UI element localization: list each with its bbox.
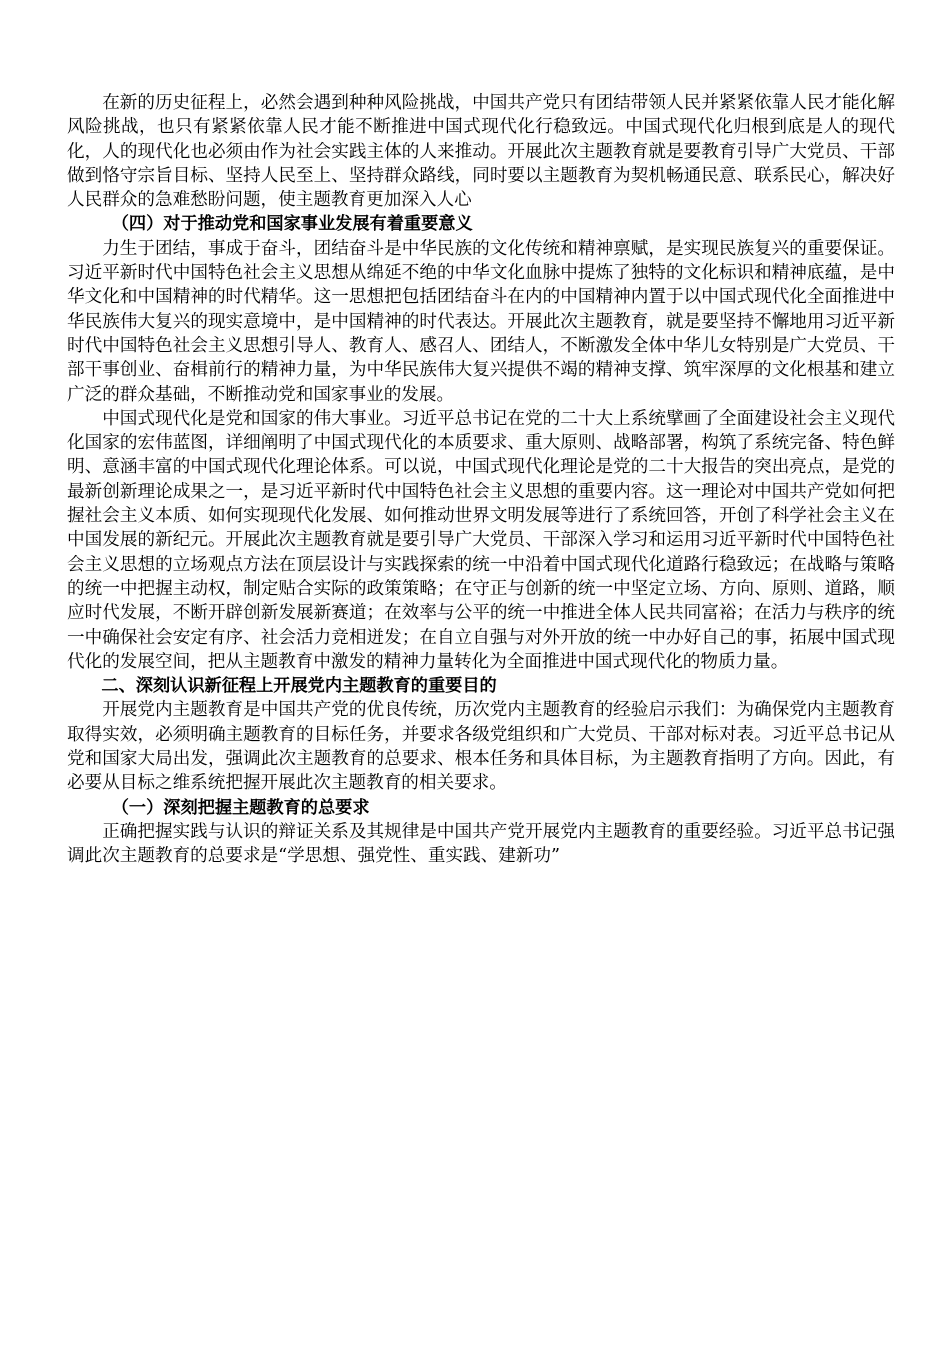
paragraph-party-tradition: 开展党内主题教育是中国共产党的优良传统，历次党内主题教育的经验启示我们：为确保党内主题教育取得实效，必须明确主题教育的目标任务，并要求各级党组织和广大党员、干部对标对表。习近平总书记从党和国家大局出发，强调此次主题教育的总要求、根本任务和具体目标，为主题教育指明了方向。因此，有必要从目标之维系统把握开展此次主题教育的相关要求。 bbox=[67, 700, 895, 794]
chapter-heading-purpose: 二、深刻认识新征程上开展党内主题教育的重要目的 bbox=[101, 676, 497, 697]
paragraph-people-centered: 在新的历史征程上，必然会遇到种种风险挑战，中国共产党只有团结带领人民并紧紧依靠人民才能化解风险挑战，也只有紧紧依靠人民才能不断推进中国式现代化行稳致远。中国式现代化归根到底是人的现代化，人的现代化也必须由作为社会实践主体的人来推动。开展此次主题教育就是要教育引导广大党员、干部做到恪守宗旨目标、坚持人民至上、坚持群众路线，同时要以主题教育为契机畅通民意、联系民心，解决好人民群众的急难愁盼问题，使主题教育更加深入人心 bbox=[67, 93, 895, 211]
section-heading-general-requirements: （一）深刻把握主题教育的总要求 bbox=[111, 797, 370, 818]
document-page bbox=[67, 91, 895, 869]
paragraph-chinese-modernization: 中国式现代化是党和国家的伟大事业。习近平总书记在党的二十大上系统擘画了全面建设社会主义现代化国家的宏伟蓝图，详细阐明了中国式现代化的本质要求、重大原则、战略部署，构筑了系统完备、特色鲜明、意涵丰富的中国式现代化理论体系。可以说，中国式现代化理论是党的二十大报告的突出亮点，是党的最新创新理论成果之一，是习近平新时代中国特色社会主义思想的重要内容。这一理论对中国共产党如何把握社会主义本质、如何实现现代化发展、如何推动世界文明发展等进行了系统回答，开创了科学社会主义在中国发展的新纪元。开展此次主题教育就是要引导广大党员、干部深入学习和运用习近平新时代中国特色社会主义思想的立场观点方法在顶层设计与实践探索的统一中沿着中国式现代化道路行稳致远；在战略与策略的统一中把握主动权，制定贴合实际的政策策略；在守正与创新的统一中坚定立场、方向、原则、道路，顺应时代发展，不断开辟创新发展新赛道；在效率与公平的统一中推进全体人民共同富裕；在活力与秩序的统一中确保社会安定有序、社会活力竞相迸发；在自立自强与对外开放的统一中办好自己的事，拓展中国式现代化的发展空间，把从主题教育中激发的精神力量转化为全面推进中国式现代化的物质力量。 bbox=[67, 408, 895, 672]
paragraph-unity-struggle: 力生于团结，事成于奋斗，团结奋斗是中华民族的文化传统和精神禀赋，是实现民族复兴的重要保证。习近平新时代中国特色社会主义思想从绵延不绝的中华文化血脉中提炼了独特的文化标识和精神底蕴，是中华文化和中国精神的时代精华。这一思想把包括团结奋斗在内的中国精神内置于以中国式现代化全面推进中华民族伟大复兴的现实意境中，是中国精神的时代表达。开展此次主题教育，就是要坚持不懈地用习近平新时代中国特色社会主义思想引导人、教育人、感召人、团结人，不断激发全体中华儿女特别是广大党员、干部干事创业、奋楫前行的精神力量，为中华民族伟大复兴提供不竭的精神支撑、筑牢深厚的文化根基和建立广泛的群众基础，不断推动党和国家事业的发展。 bbox=[67, 238, 895, 405]
section-heading-significance: （四）对于推动党和国家事业发展有着重要意义 bbox=[111, 214, 473, 235]
paragraph-practice-cognition: 正确把握实践与认识的辩证关系及其规律是中国共产党开展党内主题教育的重要经验。习近平总书记强调此次主题教育的总要求是“学思想、强党性、重实践、建新功” bbox=[67, 821, 895, 867]
